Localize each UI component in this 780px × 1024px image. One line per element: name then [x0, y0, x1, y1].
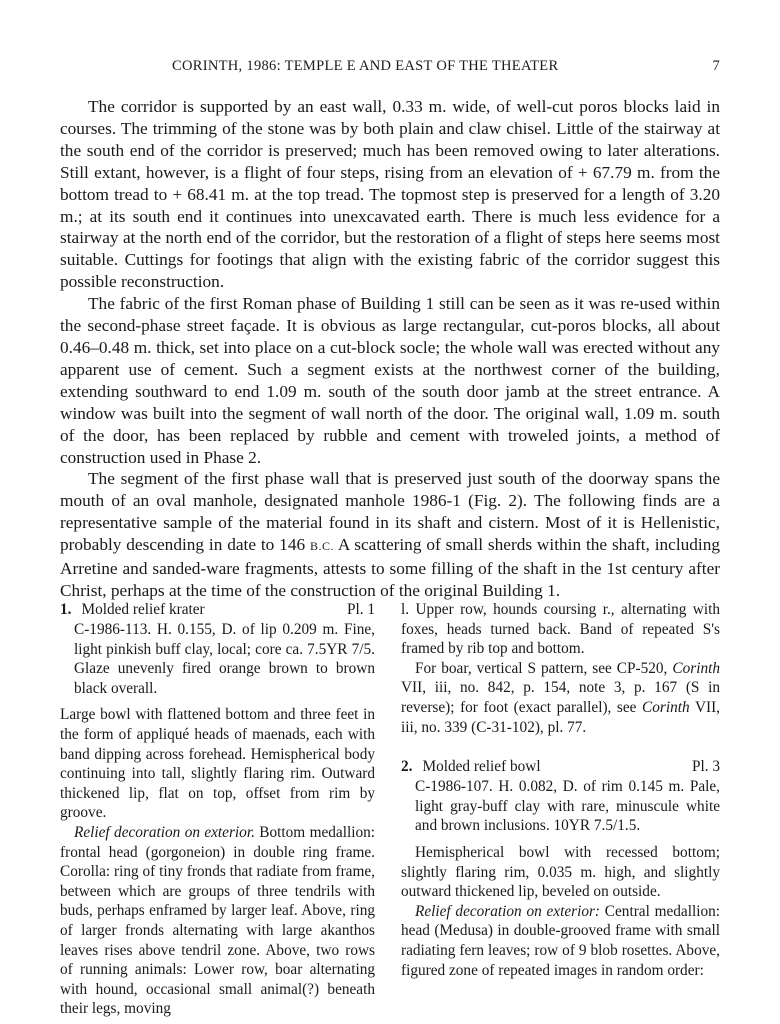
- body-paragraph: The segment of the first phase wall that is preserved just south of the doorway spans the mouth of an oval manhole, designated manhole 1986-1 (Fig. 2). The following finds are a representative sample of the material found in its shaft and cistern. Most of it is Hellenistic, probably descending in date to 146 B.C. A scattering of small sherds within the shaft, including Arretine and sanded-ware fragments, attests to some filling of the shaft in the 1st century after Christ, perhaps at the time of the construction of the original Building 1.: [60, 469, 720, 600]
- citation-title: Corinth: [672, 659, 720, 677]
- catalogue-entry-heading: [401, 757, 720, 777]
- plate-reference: Pl. 3: [691, 758, 720, 776]
- entry-title: Molded relief bowl: [422, 758, 541, 776]
- running-head: [60, 58, 720, 78]
- body-paragraph: The fabric of the first Roman phase of Building 1 still can be seen as it was re-used within the second-phase street façade. It is obvious as large rectangular, cut-poros blocks, all about 0.46–0.48 m. thick, set into place on a cut-block socle; the whole wall was erected without any apparent use of cement. Such a segment exists at the northwest corner of the building, extending southward to end 1.09 m. south of the south door jamb at the street entrance. A window was built into the segment of wall north of the door. The original wall, 1.09 m. south of the door, has been replaced by rubble and cement with troweled joints, a method of construction used in Phase 2.: [60, 294, 720, 467]
- inventory-details: C-1986-107. H. 0.082, D. of rim 0.145 m. Pale, light gray-buff clay with rare, minuscule white and brown inclusions. 10YR 7.5/1.5.: [415, 778, 720, 835]
- running-title: CORINTH, 1986: TEMPLE E AND EAST OF THE THEATER: [172, 58, 559, 74]
- relief-label: Relief decoration on exterior:: [415, 902, 601, 920]
- catalogue-column-left: [60, 600, 375, 1019]
- entry-title: Molded relief krater: [81, 601, 205, 618]
- inventory-details: C-1986-113. H. 0.155, D. of lip 0.209 m. Fine, light pinkish buff clay, local; core ca. 7.5YR 7/5. Glaze unevenly fired orange brown to brown black overall.: [74, 621, 375, 697]
- plate-reference: Pl. 1: [346, 601, 375, 618]
- body-paragraph: The corridor is supported by an east wall, 0.33 m. wide, of well-cut poros blocks laid in courses. The trimming of the stone was by both plain and claw chisel. Little of the stairway at the south end of the corridor is preserved; much has been removed owing to later alterations. Still extant, however, is a flight of four steps, rising from an elevation of + 67.79 m. from the bottom tread to + 68.41 m. at the top tread. The topmost step is preserved for a length of 3.20 m.; at its south end it continues into unexcavated earth. There is much less evidence for a stairway at the north end of the corridor, but the restoration of a flight of steps here seems most suitable. Cuttings for footings that align with the existing fabric of the corridor suggest this possible reconstruction.: [60, 97, 720, 292]
- relief-text: Bottom medallion: frontal head (gorgoneion) in double ring frame. Corolla: ring of tiny fronds that radiate from frame, between which are groups of three tendrils with buds, perhaps enframed by larger leaf. Above, ring of larger fronds alternating with large akanthos leaves rises above tendril zone. Above, two rows of running animals: Lower row, boar alternating with hound, occasional small animal(?) beneath their legs, moving: [60, 823, 375, 1018]
- relief-text: Central medallion: head (Medusa) in double-grooved frame with small radiating fern leaves; row of 9 blob rosettes. Above, figured zone of repeated images in random order:: [401, 902, 720, 979]
- catalogue-column-right: [401, 600, 720, 980]
- relief-description: [401, 902, 720, 980]
- relief-description: [60, 823, 375, 1019]
- citation-title: Corinth: [642, 698, 690, 716]
- comparanda: For boar, vertical S pattern, see CP-520, Corinth VII, iii, no. 842, p. 154, note 3, p. 167 (S in reverse); for foot (exact parallel), see Corinth VII, iii, no. 339 (C-31-102), pl. 77.: [401, 659, 720, 736]
- object-description: Large bowl with flattened bottom and three feet in the form of appliqué heads of maenads, each with band dipping across forehead. Hemispherical body continuing into tall, slightly flaring rim. Outward thickened lip, flat on top, offset from rim by groove.: [60, 706, 375, 822]
- entry-number: 2.: [401, 758, 413, 776]
- relief-label: Relief decoration on exterior.: [74, 823, 255, 841]
- page-number: 7: [712, 58, 720, 74]
- main-text: [60, 96, 720, 602]
- relief-continued: l. Upper row, hounds coursing r., alternating with foxes, heads turned back. Band of repeated S's framed by rib top and bottom.: [401, 601, 720, 658]
- object-description: Hemispherical bowl with recessed bottom; slightly flaring rim, 0.035 m. high, and slightly outward thickened lip, beveled on outside.: [401, 843, 720, 901]
- entry-number: 1.: [60, 601, 72, 618]
- catalogue-entry-heading: [60, 600, 375, 620]
